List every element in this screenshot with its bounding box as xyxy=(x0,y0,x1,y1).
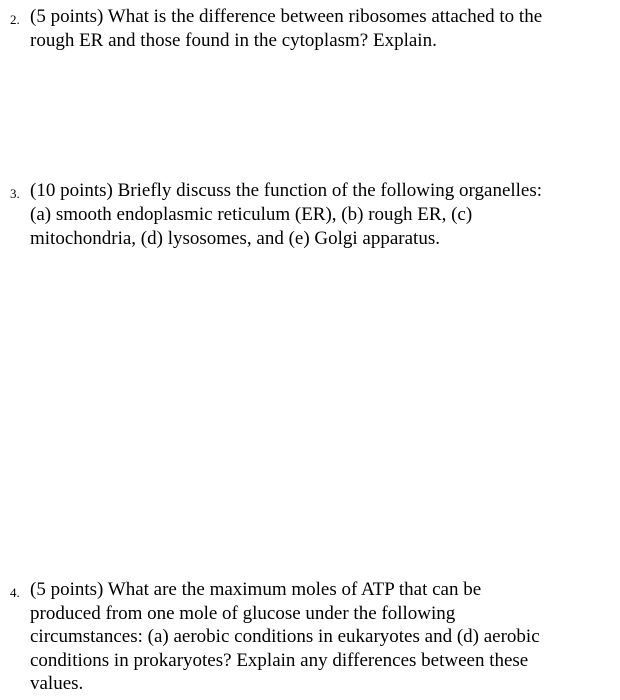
question-4 xyxy=(10,578,610,696)
question-line: (10 points) Briefly discuss the function of the following organelles: xyxy=(30,180,543,201)
question-line: (5 points) What are the maximum moles of ATP that can be xyxy=(30,579,482,600)
question-text xyxy=(30,578,610,696)
question-line: values. xyxy=(30,673,84,694)
question-line: (5 points) What is the difference between ribosomes attached to the xyxy=(30,6,543,27)
question-number: 2. xyxy=(10,12,20,27)
question-text xyxy=(30,5,610,53)
question-line: circumstances: (a) aerobic conditions in eukaryotes and (d) aerobic xyxy=(30,626,540,647)
question-line: produced from one mole of glucose under the following xyxy=(30,602,456,624)
question-line: conditions in prokaryotes? Explain any differences between these xyxy=(30,649,529,671)
question-number: 4. xyxy=(10,585,20,600)
question-line: mitochondria, (d) lysosomes, and (e) Golgi apparatus. xyxy=(30,228,440,249)
question-line: (a) smooth endoplasmic reticulum (ER), (b) rough ER, (c) xyxy=(30,204,473,225)
question-number: 3. xyxy=(10,186,20,201)
question-3 xyxy=(10,179,610,251)
question-line: rough ER and those found in the cytoplasm? Explain. xyxy=(30,30,437,51)
question-2 xyxy=(10,5,610,53)
question-text xyxy=(30,179,610,251)
